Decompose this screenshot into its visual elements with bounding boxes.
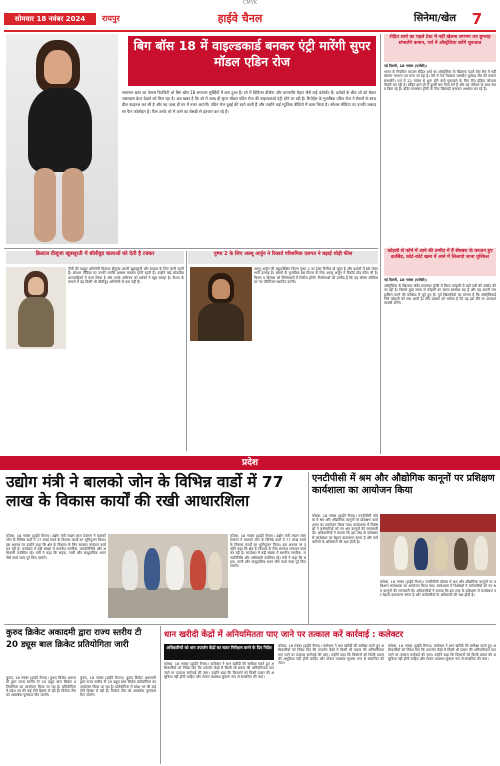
right-story-2-headline: कोहली से फॉर्म में आने की उम्मीद में हैं सेंसबरा के कप्तान हुए क्रासिंड, कोर्ट-कोर्ट खत्म में आने में लिलायो जाना मुश्किल [387, 249, 493, 261]
lower-left-event-photo [108, 534, 228, 618]
ribbon-left-headline-bar [6, 251, 184, 264]
lower-left-body-col1: कोरबा, 18 नवंबर (हाईवे चैनल)। उद्योग मंत्री लखन लाल देवांगन ने बालको जोन के विभिन्न वार्डों में 77 लाख रुपये के विकास कार्यों का भूमिपूजन किया। इस अवसर पर उन्होंने कहा कि क्षेत्र के विकास के लिए सरकार लगातार कार्य कर रही है। कार्यक्रम में बड़ी संख्या में स्थानीय नागरिक, जनप्रतिनिधि और अधिकारी उपस्थित रहे। मंत्री ने कहा कि सड़क, नाली और सामुदायिक भवन जैसे कार्य जल्द पूरे किए जाएंगे। [6, 534, 108, 560]
right-story-2-dateline: नई दिल्ली, 18 नवंबर (एजेंसी)। [384, 278, 428, 282]
ribbon-left-actress-photo [6, 267, 66, 349]
masthead-page-number: 7 [471, 10, 483, 28]
masthead-paper-name: हाईवे चैनल [217, 12, 263, 25]
bottom-right-subhead: अधिकारियों को धान उपार्जन केंद्रों का सतत निरीक्षण करने के दिए निर्देश [166, 645, 272, 650]
pradesh-band-label: प्रदेश [241, 458, 259, 468]
lower-left-body-col2: कोरबा, 18 नवंबर (हाईवे चैनल)। उद्योग मंत्री लखन लाल देवांगन ने बालको जोन के विभिन्न वार्डों में 77 लाख रुपये के विकास कार्यों का भूमिपूजन किया। इस अवसर पर उन्होंने कहा कि क्षेत्र के विकास के लिए सरकार लगातार कार्य कर रही है। कार्यक्रम में बड़ी संख्या में स्थानीय नागरिक, जनप्रतिनिधि और अधिकारी उपस्थित रहे। मंत्री ने कहा कि सड़क, नाली और सामुदायिक भवन जैसे कार्य जल्द पूरे किए जाएंगे। [230, 534, 308, 569]
bottom-right-body-col3: कोरबा, 18 नवंबर (हाईवे चैनल)। कलेक्टर ने धान खरीदी की समीक्षा करते हुए अधिकारियों को निर्देश दिए कि उपार्जन केंद्रों में किसी भी प्रकार की अनियमितता पाए जाने पर तत्काल कार्रवाई की जाए। उन्होंने कहा कि किसानों को किसी प्रकार की असुविधा नहीं होनी चाहिए और टोकन व्यवस्था सुचारू रूप से संचालित की जाए। [388, 644, 498, 662]
lead-story-headline: बिग बॉस 18 में वाइल्डकार्ड बनकर एंट्री मारेंगी सुपर मॉडल एडिन रोज [128, 36, 376, 86]
lower-right-headline: एनटीपीसी में श्रम और औद्योगिक कानूनों पर प्रशिक्षण कार्यशाला का आयोजन किया [312, 473, 495, 496]
right-story-1-dateline: नई दिल्ली, 18 नवंबर (एजेंसी)। [384, 64, 428, 68]
lead-story-body: सलमान खान का फेमस रियलिटी शो बिग बॉस 18 लगातार सुर्खियों में बना हुआ है। शो में विवियन डीसेना और करणवीर मेहरा जैसे कई कंटेस्टेंट हैं। दर्शकों के बीच शो को लेकर जबरदस्त क्रेज देखने को मिल रहा है। अब खबर है कि शो में जल्द ही सुपर मॉडल एडिन रोज की वाइल्डकार्ड एंट्री होने जा रही है। रिपोर्ट्स के मुताबिक एडिन रोज ने मेकर्स के साथ डील फाइनल कर ली है और वह जल्द ही घर में नजर आएंगी। एडिन रोज दुबई की रहने वाली हैं और उन्होंने कई म्यूजिक वीडियो में काम किया है। सोशल मीडिया पर उनकी जबरदस्त फैन फॉलोइंग है। फैंस उनके शो में आने का बेसब्री से इंतजार कर रहे हैं। [122, 90, 378, 114]
right-story-1-headline-box [384, 34, 496, 62]
pradesh-band [0, 456, 500, 470]
lower-right-workshop-photo [380, 514, 496, 576]
bottom-right-body-col1: कोरबा, 18 नवंबर (हाईवे चैनल)। कलेक्टर ने धान खरीदी की समीक्षा करते हुए अधिकारियों को निर्देश दिए कि उपार्जन केंद्रों में किसी भी प्रकार की अनियमितता पाए जाने पर तत्काल कार्रवाई की जाए। उन्होंने कहा कि किसानों को किसी प्रकार की असुविधा नहीं होनी चाहिए और टोकन व्यवस्था सुचारू रूप से संचालित की जाए। [164, 662, 276, 680]
ribbon-right-headline: पुष्पा 2 के लिए अल्लू अर्जुन ने रिकार्ड परिश्रमिक दलगत ने बढ़ाई थोड़ी फीस [213, 251, 353, 257]
ribbon-right-actor-photo [190, 267, 252, 341]
ribbon-left-body: टीवी की मशहूर अभिनेत्री क्रिस्टल डीसूजा अपनी खूबसूरती और स्टाइल के लिए जानी जाती हैं। सोशल मीडिया पर उनकी तस्वीरें अक्सर वायरल होती रहती हैं। उन्होंने कई लोकप्रिय धारावाहिकों में काम किया है और उनके अभिनय को दर्शकों ने खूब सराहा है। फैशन के मामले में वह किसी भी बॉलीवुड अभिनेत्री से कम नहीं हैं। [68, 267, 186, 285]
lower-left-headline: उद्योग मंत्री ने बालको जोन के विभिन्न वार्डो में 77 लाख के विकास कार्यों की रखी आधारशिला [6, 473, 284, 510]
right-story-2-headline-box [384, 248, 496, 276]
right-story-2-body: ऑस्ट्रेलिया के खिलाफ बॉर्डर-गावस्कर ट्रॉफी में विराट कोहली से बड़ी पारी की उम्मीद की जा रही है। पिछले कुछ समय से कोहली का बल्ला खामोश रहा है और वह अपनी लय हासिल करने की कोशिश में जुटे हुए हैं। पूर्व खिलाड़ियों का मानना है कि ऑस्ट्रेलियाई पिचें कोहली को रास आती हैं। टीम प्रबंधन को भरोसा है कि वह इस दौरे पर शानदार वापसी करेंगे। [384, 284, 498, 306]
bottom-right-subhead-box [164, 644, 274, 660]
masthead-section: सिनेमा/खेल [413, 13, 456, 24]
bottom-right-body-col2: कोरबा, 18 नवंबर (हाईवे चैनल)। कलेक्टर ने धान खरीदी की समीक्षा करते हुए अधिकारियों को निर्देश दिए कि उपार्जन केंद्रों में किसी भी प्रकार की अनियमितता पाए जाने पर तत्काल कार्रवाई की जाए। उन्होंने कहा कि किसानों को किसी प्रकार की असुविधा नहीं होनी चाहिए और टोकन व्यवस्था सुचारू रूप से संचालित की जाए। [278, 644, 386, 666]
masthead-city: रायपुर [102, 14, 120, 23]
bottom-right-headline: धान खरीदी केंद्रों में अनियमितता पाए जाने पर तत्काल करें कार्रवाई : कलेक्टर [164, 630, 404, 640]
lead-story-model-photo [6, 34, 118, 244]
bottom-left-body-col2: कुरुद, 18 नवंबर (हाईवे चैनल)। कुरुद क्रिकेट अकादमी द्वारा राज्य स्तरीय टी 20 ड्यूस बाल क्रिकेट प्रतियोगिता का आयोजन किया जा रहा है। प्रतियोगिता में प्रदेश भर की कई टीमें हिस्सा ले रही हैं। विजेता टीम को आकर्षक पुरस्कार दिए जाएंगे। [80, 676, 158, 698]
masthead-bar [0, 8, 500, 30]
masthead-date: सोमवार 18 नवंबर 2024 [4, 13, 96, 25]
bottom-left-headline: कुरुद क्रिकेट अकादमी द्वारा राज्य स्तरीय टी 20 ड्यूस बाल क्रिकेट प्रतियोगिता जारी [6, 628, 142, 650]
bottom-left-body: कुरुद, 18 नवंबर (हाईवे चैनल)। कुरुद क्रिकेट अकादमी द्वारा राज्य स्तरीय टी 20 ड्यूस बाल क्रिकेट प्रतियोगिता का आयोजन किया जा रहा है। प्रतियोगिता में प्रदेश भर की कई टीमें हिस्सा ले रही हैं। विजेता टीम को आकर्षक पुरस्कार दिए जाएंगे। [6, 676, 78, 698]
ribbon-right-headline-bar [188, 251, 378, 264]
lower-right-body: कोरबा, 18 नवंबर (हाईवे चैनल)। एनटीपीसी कोरबा में श्रम और औद्योगिक कानूनों पर प्रशिक्षण कार्यशाला का आयोजन किया गया। कार्यशाला में विशेषज्ञों ने कर्मचारियों को नए श्रम कानूनों की जानकारी दी। अधिकारियों ने बताया कि इस तरह के प्रशिक्षण से कार्यस्थल पर बेहतर वातावरण बनता है और कर्मचारियों के अधिकारों की रक्षा होती है। [312, 514, 380, 545]
ribbon-left-headline: क्रिस्टल डीसूजा खूबसूरती में बॉलीवुड बालाओं को देती है टक्कर [35, 251, 155, 257]
right-story-1-headline: रोहित शर्मा का पहले टेस्ट में नहीं खेलना लगभग तय बुमराह संभालेंगे कमान, पर्थ में ऑस्ट्रेलिया करेंगे शुरुआत [389, 35, 491, 47]
right-story-1-body: भारत के नियमित कप्तान रोहित शर्मा का ऑस्ट्रेलिया के खिलाफ पहले टेस्ट मैच में नहीं खेलना लगभग तय माना जा रहा है। ऐसे में तेज गेंदबाज जसप्रीत बुमराह टीम की कमान संभालेंगे। पर्थ में 22 नवंबर से शुरू होने वाले मुकाबले के लिए टीम इंडिया जोरदार तैयारी कर रही है। रोहित हाल ही में दूसरी बार पिता बने हैं और वह परिवार के साथ समय बिता रहे हैं। बॉर्डर-गावस्कर ट्रॉफी के लिए खिलाड़ी लगातार अभ्यास कर रहे हैं। [384, 70, 498, 92]
top-cmyk-mark: CMYK [242, 0, 258, 6]
ribbon-right-body: अल्लू अर्जुन की बहुप्रतीक्षित फिल्म पुष्पा 2 का ट्रेलर रिलीज हो चुका है और दर्शकों में इसे लेकर भारी उत्साह है। खबरों के मुताबिक इस फिल्म के लिए अल्लू अर्जुन ने रिकॉर्ड तोड़ फीस ली है। फिल्म 5 दिसंबर को सिनेमाघरों में रिलीज होगी। निर्माताओं को उम्मीद है कि यह बॉक्स ऑफिस पर नए कीर्तिमान स्थापित करेगी। [254, 267, 380, 285]
lower-right-body-cont: कोरबा, 18 नवंबर (हाईवे चैनल)। एनटीपीसी कोरबा में श्रम और औद्योगिक कानूनों पर प्रशिक्षण कार्यशाला का आयोजन किया गया। कार्यशाला में विशेषज्ञों ने कर्मचारियों को नए श्रम कानूनों की जानकारी दी। अधिकारियों ने बताया कि इस तरह के प्रशिक्षण से कार्यस्थल पर बेहतर वातावरण बनता है और कर्मचारियों के अधिकारों की रक्षा होती है। [380, 580, 496, 598]
